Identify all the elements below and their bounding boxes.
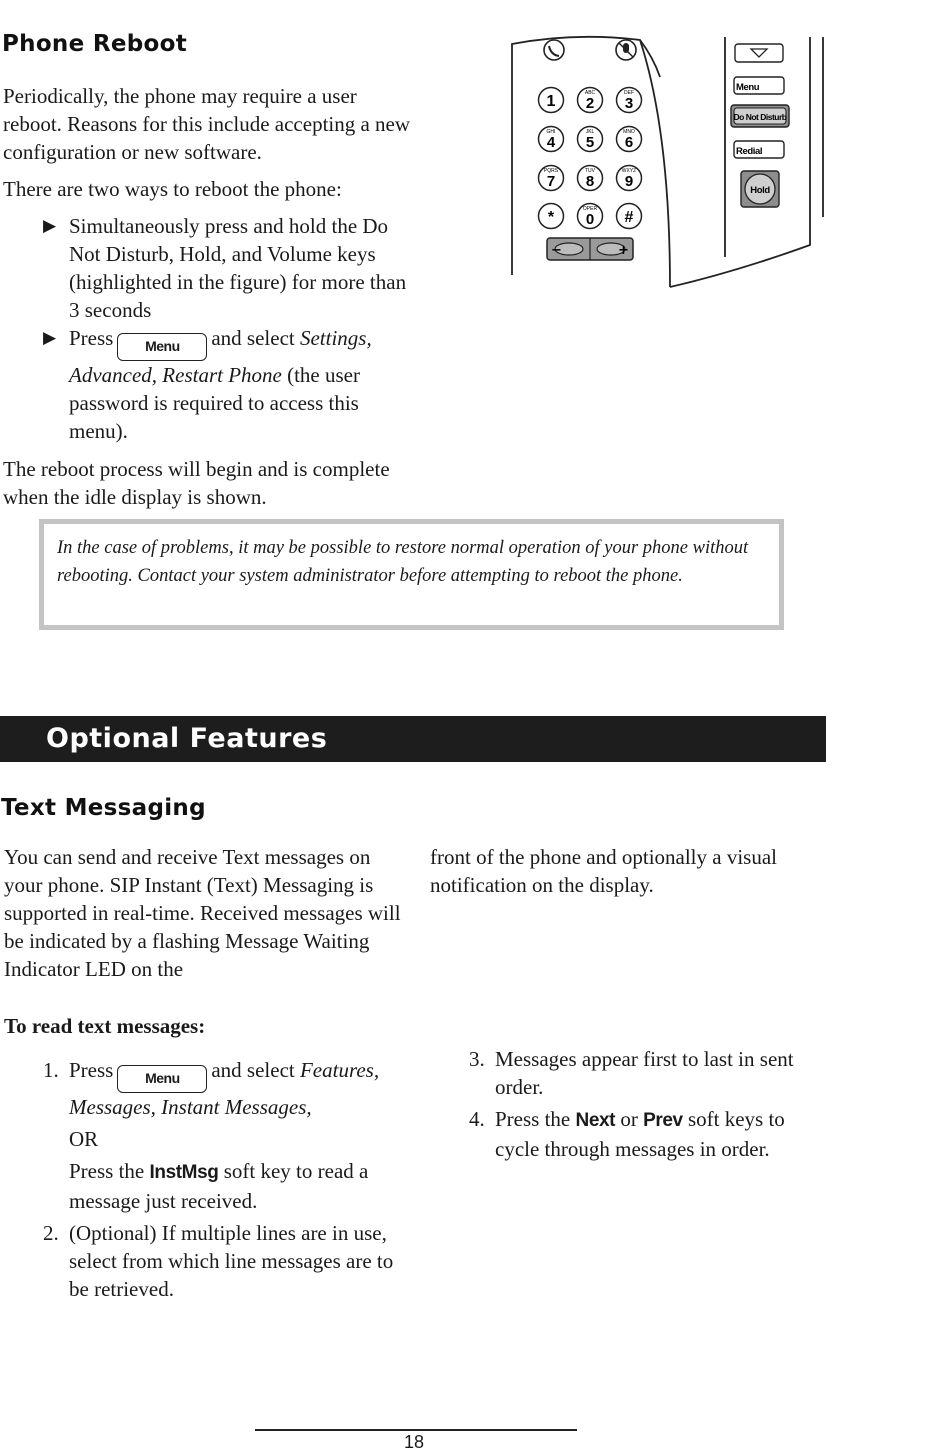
prev-softkey-label: Prev [643, 1110, 683, 1131]
step-text: Messages appear first to last in sent order. [495, 1047, 794, 1099]
volume-key [547, 238, 633, 260]
triangle-bullet-icon: ▶ [43, 328, 57, 347]
numbered-list [3, 1056, 408, 1303]
bullet-text: Press [69, 326, 114, 350]
keypad-key-letters: ABC [584, 90, 596, 96]
keypad-key [539, 127, 564, 152]
redial-key-label: Redial [736, 146, 763, 157]
keypad-key-letters: OPER [582, 206, 598, 212]
list-number: 3. [469, 1047, 485, 1071]
step-text: (Optional) If multiple lines are in use, select from which line messages are to be retrieved. [69, 1221, 394, 1301]
page-number: 18 [403, 1432, 425, 1452]
note-box: In the case of problems, it may be possible to restore normal operation of your phone without rebooting. Contact your system administrator before attempting to reboot the phone. [39, 519, 784, 630]
steps-right-column [429, 1045, 829, 1167]
keypad-key [578, 88, 603, 113]
numbered-list [429, 1045, 829, 1163]
keypad-key-digit: 6 [624, 134, 634, 151]
bullet-item [3, 212, 418, 324]
keypad-key [617, 166, 642, 191]
keypad-key-digit: # [624, 209, 634, 226]
keypad-key-digit: 7 [546, 173, 556, 190]
chapter-banner: Optional Features [0, 716, 826, 762]
bullet-text: and select [211, 326, 295, 350]
list-item [3, 1219, 408, 1303]
section-heading-text-messaging: Text Messaging [1, 795, 206, 821]
keypad-key [617, 127, 642, 152]
step-text-part: soft key to read a message just received. [69, 1159, 369, 1213]
keypad-key-letters: JKL [585, 129, 595, 135]
hold-key-label: Hold [750, 185, 770, 196]
keypad-key [578, 204, 603, 229]
keypad-key-digit: 3 [624, 95, 634, 112]
step-text-part: or [620, 1107, 638, 1131]
step-text-part: soft keys to cycle through messages in order. [495, 1107, 785, 1161]
svg-text:+: + [618, 243, 629, 258]
step-text-part: Press the [495, 1107, 571, 1131]
hold-key [741, 171, 779, 207]
phone-reboot-body [3, 82, 418, 520]
keypad-key-letters: GHI [546, 129, 556, 135]
nav-down-key [735, 44, 783, 62]
subheading-read-messages: To read text messages: [4, 1014, 206, 1038]
section-heading-phone-reboot: Phone Reboot [2, 31, 187, 57]
steps-left-column [3, 1056, 408, 1307]
instmsg-softkey-label: InstMsg [149, 1162, 219, 1183]
keypad-key [578, 127, 603, 152]
keypad-key [539, 88, 564, 113]
text-messaging-intro-right: front of the phone and optionally a visual notification on the display. [430, 845, 778, 897]
keypad-key [539, 166, 564, 191]
keypad-key-digit: * [547, 209, 555, 226]
keypad-key-digit: 5 [585, 134, 595, 151]
keypad-key [539, 204, 564, 229]
bullet-item [3, 324, 418, 445]
keypad-key-letters: MNO [623, 129, 635, 135]
next-softkey-label: Next [575, 1110, 616, 1131]
speaker-icon [544, 40, 564, 60]
footer-rule [255, 1429, 577, 1431]
list-item [3, 1056, 408, 1215]
menu-key-icon: Menu [117, 333, 207, 361]
list-item [429, 1045, 829, 1101]
keypad-key [617, 88, 642, 113]
list-number: 2. [43, 1221, 59, 1245]
mute-icon [616, 40, 636, 60]
triangle-bullet-icon: ▶ [43, 216, 57, 235]
step-text-part: and select [211, 1058, 295, 1082]
step-text [69, 1056, 408, 1121]
paragraph: Periodically, the phone may require a user reboot. Reasons for this include accepting a new configuration or new software. [3, 84, 411, 164]
bullet-text: Simultaneously press and hold the Do Not Disturb, Hold, and Volume keys (highlighted in the figure) for more than 3 seconds [69, 214, 407, 322]
svg-text:−: − [551, 243, 562, 258]
list-number: 1. [43, 1058, 59, 1082]
phone-keypad-figure [505, 32, 827, 307]
bullet-list [3, 212, 418, 445]
step-text-part: Press the [69, 1159, 145, 1183]
step-or: OR [69, 1127, 99, 1151]
keypad-key [578, 166, 603, 191]
dnd-key-label: Do Not Disturb [733, 112, 787, 122]
keypad-key [617, 204, 642, 229]
step-text [69, 1157, 408, 1215]
list-number: 4. [469, 1107, 485, 1131]
keypad-key-letters: TUV [585, 168, 595, 174]
keypad-key-digit: 8 [585, 173, 595, 190]
keypad-key-digit: 1 [546, 93, 556, 110]
menu-key [734, 77, 784, 94]
keypad-key-digit: 4 [546, 134, 556, 151]
paragraph: There are two ways to reboot the phone: [3, 177, 342, 201]
keypad-key-digit: 0 [585, 211, 595, 228]
menu-key-icon: Menu [117, 1065, 207, 1093]
paragraph: The reboot process will begin and is complete when the idle display is shown. [3, 457, 390, 509]
text-messaging-intro-left: You can send and receive Text messages on your phone. SIP Instant (Text) Messaging is supported in real-time. Received messages will be indicated by a flashing Message Waiting Indicator LED on the [4, 845, 401, 981]
menu-key-label: Menu [736, 82, 760, 93]
bullet-text: (the user password is required to access this menu). [69, 363, 360, 443]
step-text-part: Press [69, 1058, 114, 1082]
list-item [429, 1105, 829, 1163]
keypad [539, 88, 642, 229]
step-text [495, 1105, 829, 1163]
menu-path: Features, Messages, Instant Messages, [69, 1058, 380, 1119]
keypad-key-digit: 2 [585, 95, 595, 112]
do-not-disturb-key [731, 105, 789, 127]
keypad-key-letters: WXYZ [621, 168, 637, 174]
keypad-key-digit: 9 [624, 173, 634, 190]
keypad-key-letters: DEF [624, 90, 634, 96]
menu-path: Settings, Advanced, Restart Phone [69, 326, 372, 387]
keypad-key-letters: PQRS [543, 168, 559, 174]
redial-key [734, 141, 784, 158]
